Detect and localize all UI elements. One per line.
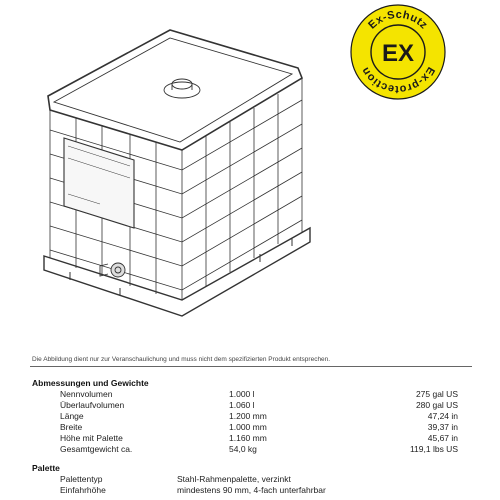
spec-label: Überlaufvolumen — [60, 400, 125, 410]
divider — [30, 366, 472, 367]
spec-metric-value: 54,0 kg — [229, 444, 257, 454]
spec-value: mindestens 90 mm, 4-fach unterfahrbar — [177, 485, 326, 495]
spec-imperial-value: 280 gal US — [415, 400, 458, 410]
spec-label: Höhe mit Palette — [60, 433, 123, 443]
badge-ring-text-top: Ex-Schutz — [366, 8, 430, 32]
spec-metric-value: 1.060 l — [229, 400, 255, 410]
spec-row — [32, 433, 472, 444]
spec-imperial-value: 119,1 lbs US — [409, 444, 458, 454]
disclaimer-text: Die Abbildung dient nur zur Veranschaulichung und muss nicht dem spezifizierten Produkt entsprechen. — [32, 356, 331, 363]
spec-row — [32, 444, 472, 455]
spec-row — [32, 422, 472, 433]
spec-label: Breite — [60, 422, 83, 432]
spec-imperial-value: 39,37 in — [427, 422, 458, 432]
badge-ring-text-bottom: Ex-protection — [359, 64, 437, 96]
spec-row — [32, 474, 472, 485]
ex-protection-badge — [348, 2, 448, 102]
spec-label: Nennvolumen — [60, 389, 113, 399]
spec-label: Länge — [60, 411, 84, 421]
spec-imperial-value: 45,67 in — [427, 433, 458, 443]
spec-label: Gesamtgewicht ca. — [60, 444, 133, 454]
spec-row — [32, 411, 472, 422]
spec-row — [32, 400, 472, 411]
spec-imperial-value: 275 gal US — [415, 389, 458, 399]
badge-center-text: EX — [381, 40, 415, 67]
spec-value: Stahl-Rahmenpalette, verzinkt — [177, 474, 291, 484]
spec-metric-value: 1.160 mm — [229, 433, 267, 443]
spec-metric-value: 1.200 mm — [229, 411, 267, 421]
spec-metric-value: 1.000 l — [229, 389, 255, 399]
spec-label: Einfahrhöhe — [60, 485, 106, 495]
dimensions-section-title: Abmessungen und Gewichte — [32, 378, 149, 388]
spec-row — [32, 485, 472, 496]
ibc-container-drawing — [30, 18, 330, 318]
spec-imperial-value: 47,24 in — [427, 411, 458, 421]
pallet-section-title: Palette — [32, 463, 60, 473]
spec-label: Palettentyp — [60, 474, 103, 484]
spec-metric-value: 1.000 mm — [229, 422, 267, 432]
spec-row — [32, 389, 472, 400]
